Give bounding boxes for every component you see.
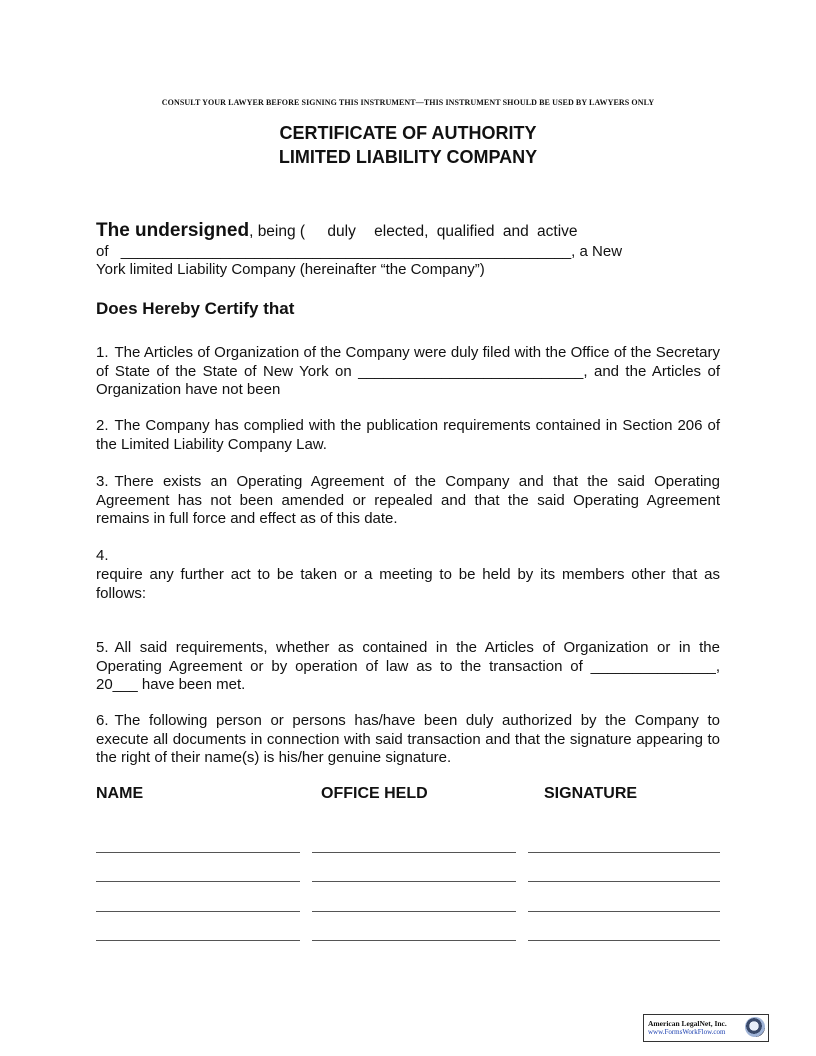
paragraph-6 — [96, 712, 720, 768]
paragraph-number: 1. — [96, 344, 109, 361]
lawyer-notice: CONSULT YOUR LAWYER BEFORE SIGNING THIS INSTRUMENT—THIS INSTRUMENT SHOULD BE USED BY LAWYERS ONLY — [161, 98, 655, 107]
office-line[interactable] — [312, 911, 516, 912]
intro-qualified: qualified — [436, 223, 495, 240]
intro-of: of — [96, 243, 109, 260]
paragraph-number: 3. — [96, 473, 109, 490]
paragraph-4-number: 4. — [96, 547, 109, 564]
column-header-office: OFFICE HELD — [321, 785, 428, 802]
paragraph-1 — [96, 344, 720, 400]
office-line[interactable] — [312, 852, 516, 853]
document-subtitle: LIMITED LIABILITY COMPANY — [278, 147, 538, 167]
signature-line[interactable] — [528, 940, 720, 941]
intro-and: and — [502, 223, 529, 240]
certify-heading: Does Hereby Certify that — [96, 299, 295, 318]
americanlegalnet-badge[interactable] — [643, 1014, 769, 1042]
name-line[interactable] — [96, 881, 300, 882]
intro-active: active — [537, 223, 578, 240]
signature-line[interactable] — [528, 911, 720, 912]
signature-line[interactable] — [528, 852, 720, 853]
paragraph-text: The Company has complied with the publication requirements contained in Section 206 of the Limited Liability Company Law. — [96, 417, 720, 453]
name-line[interactable] — [96, 940, 300, 941]
badge-company: American LegalNet, Inc. — [648, 1019, 727, 1028]
intro-elected: elected, — [374, 223, 429, 240]
paragraph-number: 6. — [96, 712, 109, 729]
globe-logo-icon — [745, 1017, 765, 1037]
intro-line-3: York limited Liability Company (hereinafter “the Company”) — [96, 261, 485, 278]
paragraph-4: require any further act to be taken or a meeting to be held by its members other that as follows: — [96, 566, 720, 602]
intro-being: , being ( — [249, 223, 306, 240]
column-header-name: NAME — [96, 785, 144, 802]
paragraph-number: 2. — [96, 417, 109, 434]
column-header-signature: SIGNATURE — [544, 785, 638, 802]
signature-line[interactable] — [528, 881, 720, 882]
office-line[interactable] — [312, 940, 516, 941]
paragraph-number: 5. — [96, 639, 109, 656]
paragraph-text: There exists an Operating Agreement of the Company and that the said Operating Agreement has not been amended or repealed and that the said Operating Agreement remains in full force and effect as of this date. — [96, 473, 720, 527]
company-name-blank[interactable]: ______________________________________________________ — [120, 243, 572, 260]
intro-lead: The undersigned — [96, 220, 250, 241]
name-line[interactable] — [96, 911, 300, 912]
badge-url[interactable]: www.FormsWorkFlow.com — [648, 1028, 726, 1036]
intro-line-1 — [96, 220, 578, 242]
paragraph-2 — [96, 417, 720, 454]
paragraph-3 — [96, 473, 720, 529]
name-line[interactable] — [96, 852, 300, 853]
paragraph-text: The Articles of Organization of the Company were duly filed with the Office of the Secretary of State of the State of New York on ___________________________, and the Articles of Organization have not been — [96, 344, 720, 398]
intro-a-new: , a New — [571, 243, 623, 260]
intro-duly: duly — [327, 223, 356, 240]
office-line[interactable] — [312, 881, 516, 882]
paragraph-text: The following person or persons has/have been duly authorized by the Company to execute all documents in connection with said transaction and that the signature appearing to the right of their name(s) is his/her genuine signature. — [96, 712, 720, 766]
paragraph-5 — [96, 639, 720, 695]
intro-line-2 — [96, 243, 720, 260]
paragraph-text: All said requirements, whether as contained in the Articles of Organization or in the Operating Agreement or by operation of law as to the transaction of _______________, 20___ have been met. — [96, 639, 720, 693]
document-title: CERTIFICATE OF AUTHORITY — [279, 123, 537, 143]
